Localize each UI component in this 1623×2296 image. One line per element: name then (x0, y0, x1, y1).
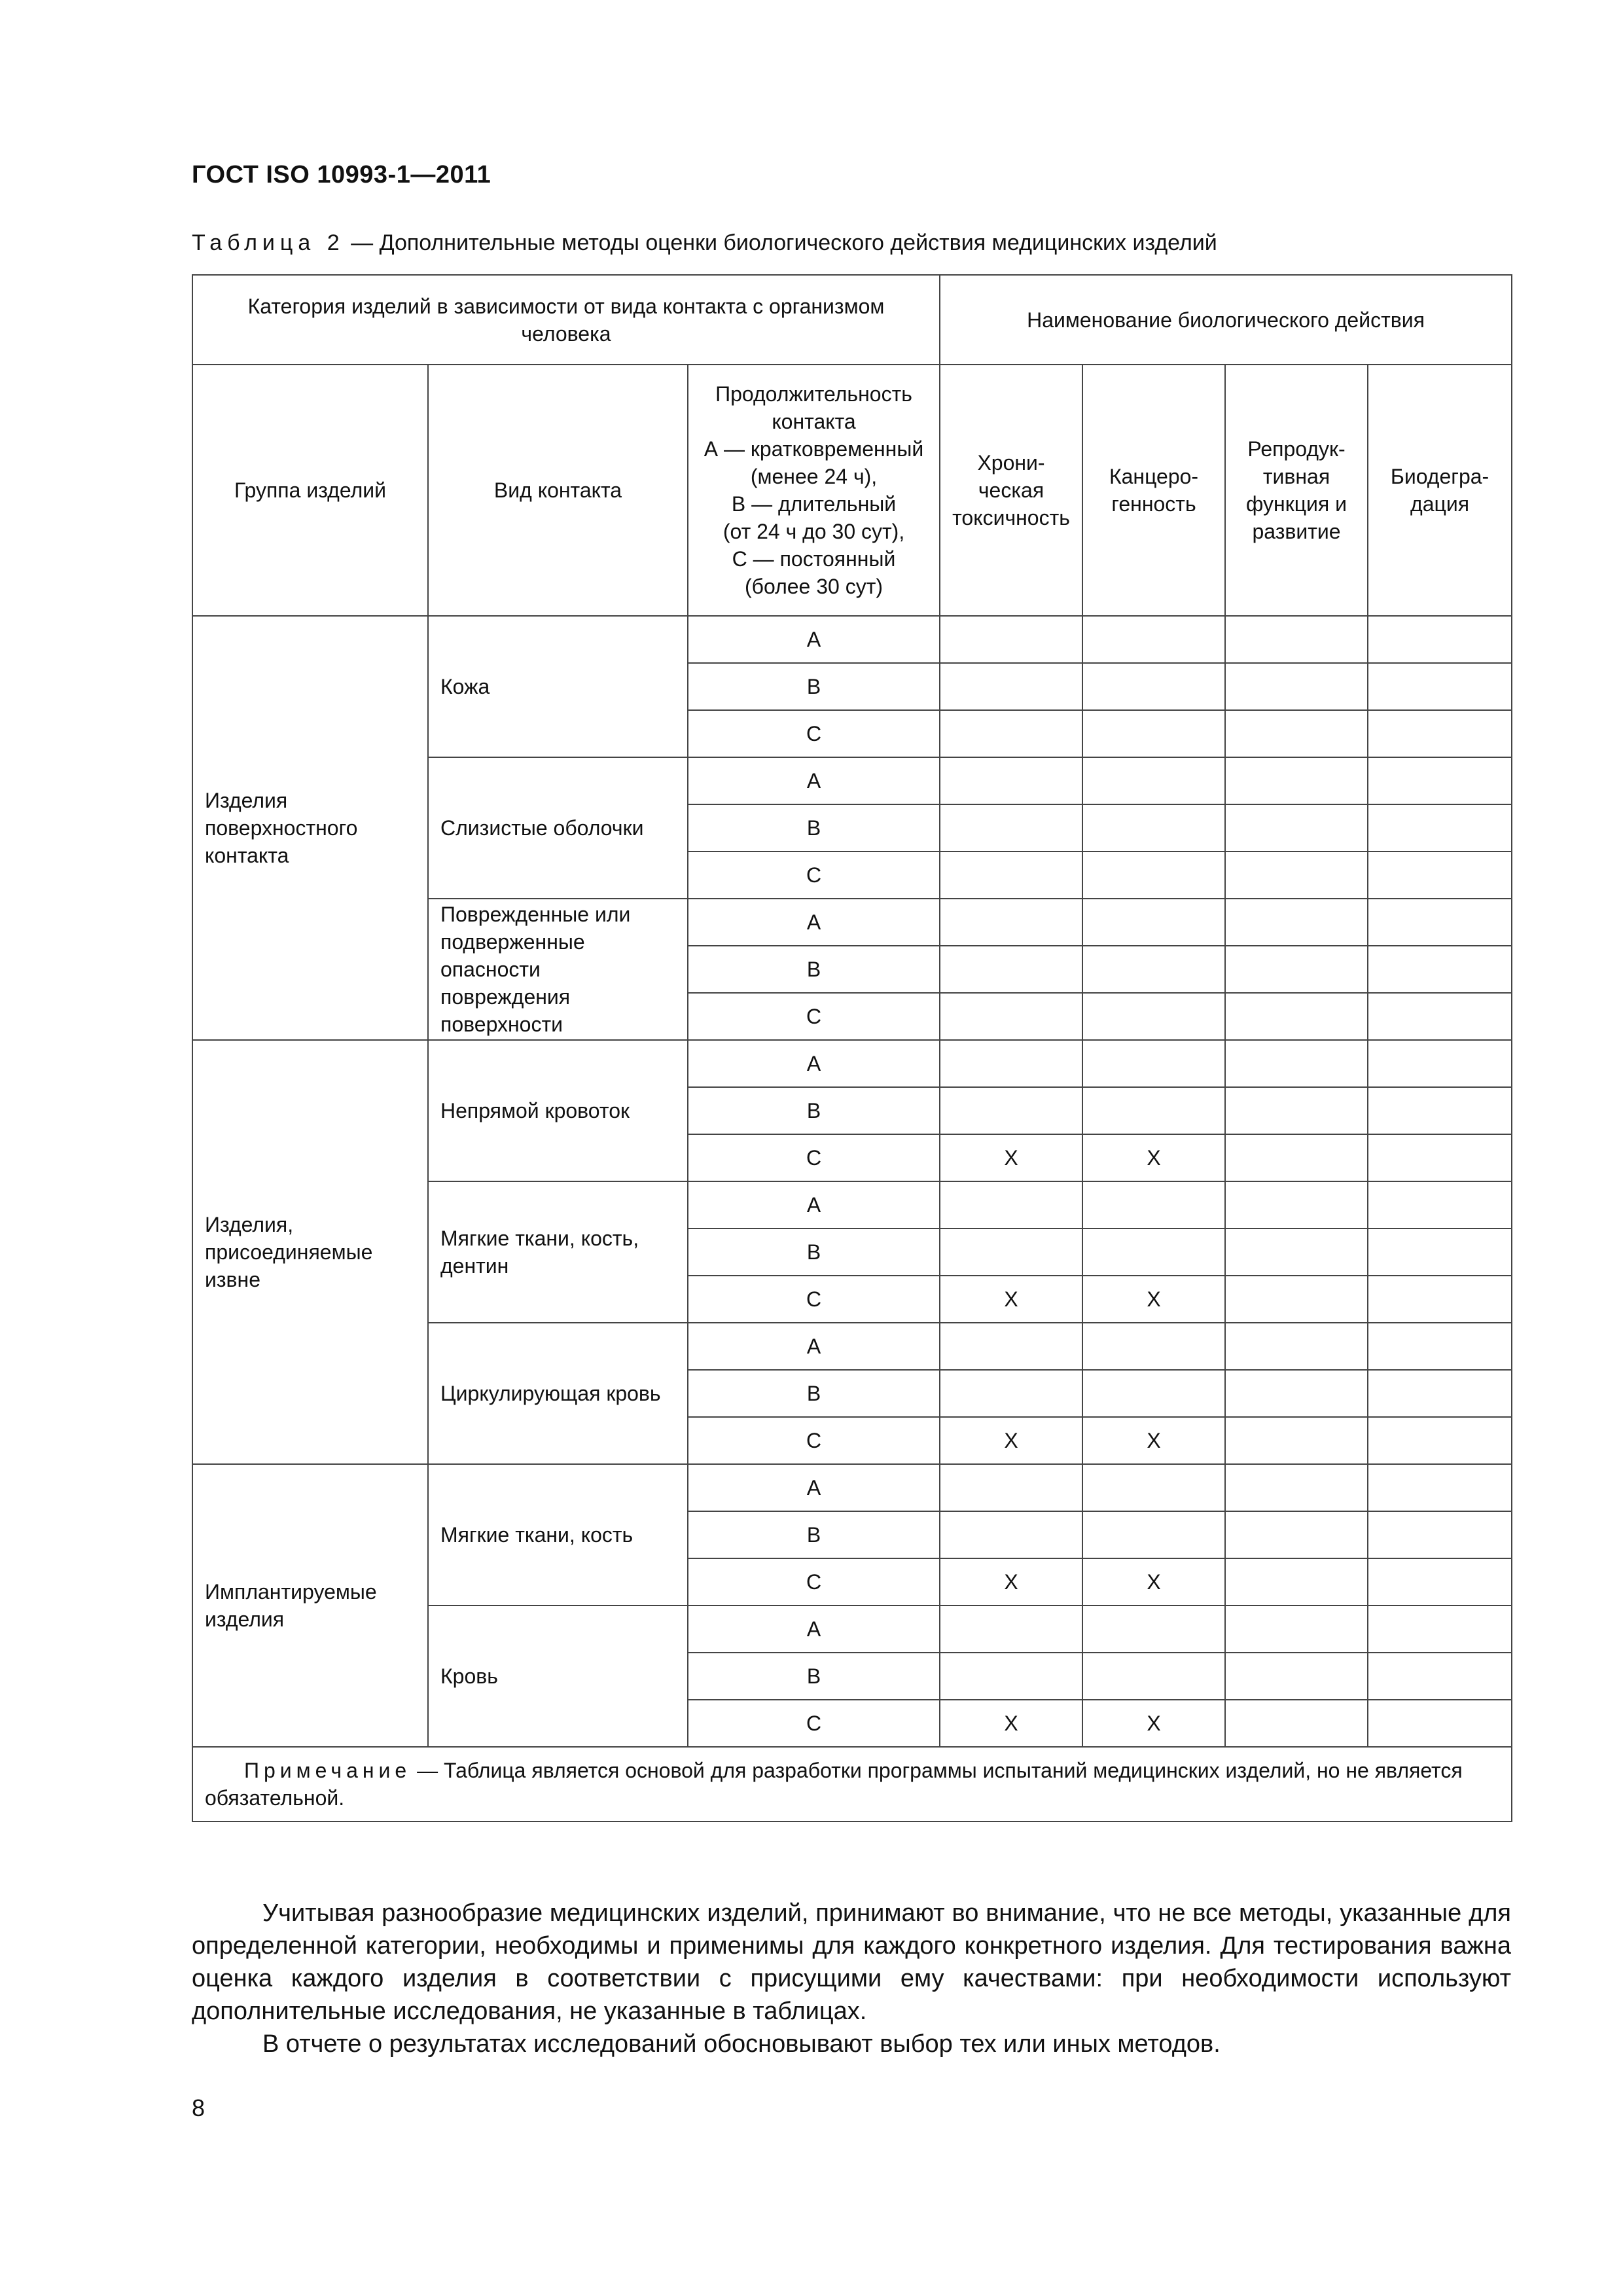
duration-cell: В (688, 946, 940, 993)
mark-cell (1225, 1605, 1368, 1653)
mark-cell (1082, 852, 1225, 899)
mark-cell (1368, 1134, 1512, 1181)
mark-cell: Х (1082, 1134, 1225, 1181)
mark-cell (1082, 663, 1225, 710)
header-category: Категория изделий в зависимости от вида контакта с организмом человека (192, 275, 940, 365)
duration-cell: С (688, 1700, 940, 1747)
mark-cell (1368, 993, 1512, 1040)
mark-cell (1082, 1653, 1225, 1700)
table-note (192, 1747, 1512, 1821)
table-row (192, 616, 1512, 663)
duration-cell: С (688, 1276, 940, 1323)
mark-cell (940, 946, 1082, 993)
mark-cell (940, 1370, 1082, 1417)
duration-cell: В (688, 1653, 940, 1700)
mark-cell (1368, 1229, 1512, 1276)
table-caption-label: Таблица 2 (192, 230, 345, 255)
page-number: 8 (192, 2094, 205, 2121)
table-caption-text: — Дополнительные методы оценки биологического действия медицинских изделий (344, 230, 1217, 255)
mark-cell (940, 1040, 1082, 1087)
body-text (192, 1897, 1511, 2060)
duration-cell: В (688, 663, 940, 710)
mark-cell (1225, 1276, 1368, 1323)
mark-cell (940, 710, 1082, 757)
note-label: Примечание (244, 1759, 412, 1782)
mark-cell (1368, 804, 1512, 852)
mark-cell (1368, 663, 1512, 710)
mark-cell (1225, 993, 1368, 1040)
mark-cell (1082, 1087, 1225, 1134)
mark-cell: Х (1082, 1276, 1225, 1323)
mark-cell (1368, 1276, 1512, 1323)
mark-cell (1225, 1087, 1368, 1134)
contact-type-cell: Непрямой кровоток (428, 1040, 688, 1181)
mark-cell (1082, 1605, 1225, 1653)
mark-cell (1225, 1653, 1368, 1700)
mark-cell (940, 1181, 1082, 1229)
mark-cell (1225, 1558, 1368, 1605)
header-effect: Наименование биологического действия (940, 275, 1512, 365)
contact-type-cell: Поврежденные или подверженные опасности повреждения поверхности (428, 899, 688, 1040)
mark-cell (1368, 946, 1512, 993)
mark-cell (1225, 804, 1368, 852)
mark-cell (1225, 1464, 1368, 1511)
mark-cell (1225, 710, 1368, 757)
mark-cell (1368, 1605, 1512, 1653)
mark-cell (1368, 616, 1512, 663)
table-header-row-1 (192, 275, 1512, 365)
duration-cell: А (688, 1464, 940, 1511)
mark-cell (1368, 1700, 1512, 1747)
mark-cell (940, 1323, 1082, 1370)
mark-cell (1082, 1511, 1225, 1558)
mark-cell (1368, 1323, 1512, 1370)
mark-cell (940, 993, 1082, 1040)
body-paragraph-1: Учитывая разнообразие медицинских изделий, принимают во внимание, что не все методы, указанные для определенной категории, необходимы и применимы для каждого конкретного изделия. Для тестирования важна оценка каждого изделия в соответствии с присущими ему качествами: при необходимости используют дополнительные исследования, не указанные в таблицах. (192, 1899, 1511, 2025)
mark-cell (1225, 1323, 1368, 1370)
mark-cell: Х (1082, 1700, 1225, 1747)
contact-type-cell: Мягкие ткани, кость, дентин (428, 1181, 688, 1323)
mark-cell (1082, 757, 1225, 804)
duration-cell: В (688, 804, 940, 852)
mark-cell (1368, 1417, 1512, 1464)
mark-cell (1225, 1229, 1368, 1276)
table-header-row-2 (192, 365, 1512, 616)
document-header: ГОСТ ISO 10993-1—2011 (192, 161, 491, 188)
contact-type-cell: Циркулирующая кровь (428, 1323, 688, 1464)
mark-cell (1082, 1229, 1225, 1276)
body-paragraph-2: В отчете о результатах исследований обосновывают выбор тех или иных методов. (262, 2030, 1221, 2058)
duration-cell: С (688, 1134, 940, 1181)
mark-cell (1368, 852, 1512, 899)
mark-cell (1368, 1558, 1512, 1605)
mark-cell (1082, 993, 1225, 1040)
table-row (192, 1040, 1512, 1087)
mark-cell (1225, 757, 1368, 804)
mark-cell (940, 852, 1082, 899)
duration-cell: С (688, 852, 940, 899)
mark-cell (1082, 616, 1225, 663)
mark-cell (1225, 1181, 1368, 1229)
mark-cell (940, 804, 1082, 852)
mark-cell: Х (940, 1134, 1082, 1181)
mark-cell (1225, 663, 1368, 710)
mark-cell (1368, 1464, 1512, 1511)
duration-cell: С (688, 1417, 940, 1464)
mark-cell: Х (940, 1276, 1082, 1323)
mark-cell (1082, 899, 1225, 946)
product-group-cell: Имплантируемые изделия (192, 1464, 428, 1747)
mark-cell (1082, 1181, 1225, 1229)
mark-cell (1082, 710, 1225, 757)
mark-cell (1225, 1040, 1368, 1087)
mark-cell: Х (940, 1700, 1082, 1747)
duration-cell: А (688, 1323, 940, 1370)
mark-cell (940, 1229, 1082, 1276)
header-biodegradation: Биодегра- дация (1368, 365, 1512, 616)
mark-cell (1225, 852, 1368, 899)
table-note-row (192, 1747, 1512, 1821)
mark-cell (1225, 1700, 1368, 1747)
mark-cell (940, 1087, 1082, 1134)
product-group-cell: Изделия, присоединяемые извне (192, 1040, 428, 1464)
mark-cell (940, 616, 1082, 663)
biological-methods-table (192, 274, 1512, 1822)
header-group: Группа изделий (192, 365, 428, 616)
mark-cell (940, 757, 1082, 804)
duration-cell: В (688, 1229, 940, 1276)
mark-cell (1225, 1134, 1368, 1181)
mark-cell (1368, 757, 1512, 804)
mark-cell (1082, 1464, 1225, 1511)
mark-cell (940, 1653, 1082, 1700)
mark-cell (1082, 804, 1225, 852)
mark-cell (940, 1464, 1082, 1511)
mark-cell: Х (1082, 1417, 1225, 1464)
duration-cell: А (688, 1040, 940, 1087)
header-contact: Вид контакта (428, 365, 688, 616)
table-body (192, 275, 1512, 1821)
mark-cell: Х (1082, 1558, 1225, 1605)
mark-cell (1225, 1511, 1368, 1558)
contact-type-cell: Кожа (428, 616, 688, 757)
duration-cell: В (688, 1370, 940, 1417)
duration-cell: А (688, 1605, 940, 1653)
header-duration: Продолжительность контакта А — кратковременный (менее 24 ч), В — длительный (от 24 ч до 30 сут), С — постоянный (более 30 сут) (688, 365, 940, 616)
duration-cell: А (688, 616, 940, 663)
mark-cell (940, 663, 1082, 710)
mark-cell (1225, 899, 1368, 946)
header-carcinogenicity: Канцеро- генность (1082, 365, 1225, 616)
duration-cell: С (688, 993, 940, 1040)
mark-cell: Х (940, 1558, 1082, 1605)
duration-cell: В (688, 1511, 940, 1558)
contact-type-cell: Кровь (428, 1605, 688, 1747)
mark-cell (940, 899, 1082, 946)
mark-cell (1082, 1370, 1225, 1417)
mark-cell (1368, 1653, 1512, 1700)
table-caption (192, 230, 1217, 256)
mark-cell (1368, 1087, 1512, 1134)
mark-cell (1082, 1040, 1225, 1087)
header-reproductive: Репродук- тивная функция и развитие (1225, 365, 1368, 616)
mark-cell (1225, 616, 1368, 663)
mark-cell: Х (940, 1417, 1082, 1464)
contact-type-cell: Слизистые оболочки (428, 757, 688, 899)
duration-cell: С (688, 710, 940, 757)
mark-cell (1225, 946, 1368, 993)
mark-cell (1225, 1370, 1368, 1417)
duration-cell: В (688, 1087, 940, 1134)
mark-cell (1368, 1370, 1512, 1417)
mark-cell (1225, 1417, 1368, 1464)
product-group-cell: Изделия поверхностного контакта (192, 616, 428, 1040)
mark-cell (1082, 1323, 1225, 1370)
duration-cell: С (688, 1558, 940, 1605)
note-text: — Таблица является основой для разработки программы испытаний медицинских изделий, но не является обязательной. (205, 1759, 1463, 1810)
mark-cell (1368, 1040, 1512, 1087)
duration-cell: А (688, 757, 940, 804)
mark-cell (1368, 899, 1512, 946)
mark-cell (940, 1605, 1082, 1653)
duration-cell: А (688, 1181, 940, 1229)
table-row (192, 1464, 1512, 1511)
mark-cell (1368, 1511, 1512, 1558)
header-chronic-toxicity: Хрони- ческая токсичность (940, 365, 1082, 616)
contact-type-cell: Мягкие ткани, кость (428, 1464, 688, 1605)
mark-cell (940, 1511, 1082, 1558)
mark-cell (1368, 1181, 1512, 1229)
mark-cell (1368, 710, 1512, 757)
duration-cell: А (688, 899, 940, 946)
mark-cell (1082, 946, 1225, 993)
